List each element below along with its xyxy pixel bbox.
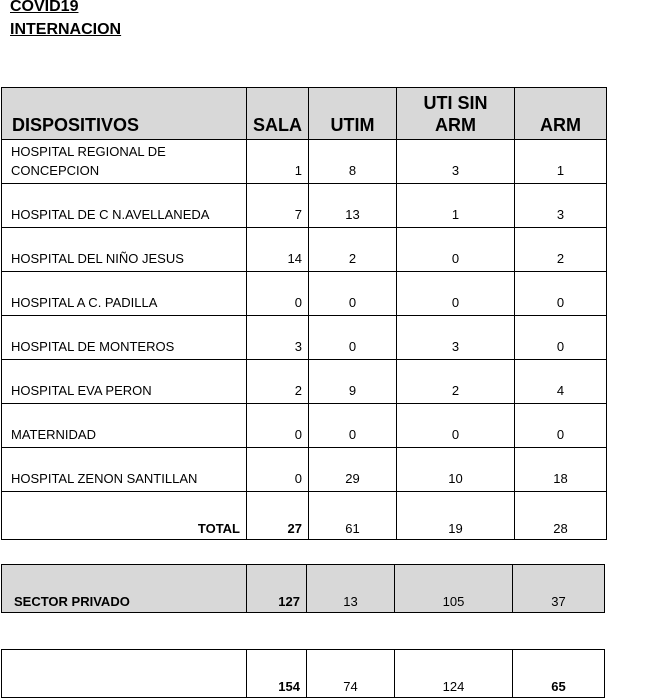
row-uti-sin-arm: 3	[397, 140, 515, 184]
grand-utim: 74	[307, 650, 395, 698]
header-uti-sin-arm-label: UTI SIN ARM	[423, 93, 488, 135]
row-sala: 0	[247, 272, 309, 316]
header-arm: ARM	[515, 88, 607, 140]
header-sala: SALA	[247, 88, 309, 140]
table-row	[2, 316, 607, 360]
grand-total-label	[2, 650, 247, 698]
row-sala: 0	[247, 448, 309, 492]
total-row	[2, 492, 607, 540]
private-sector-table	[1, 564, 605, 613]
header-row	[2, 88, 607, 140]
private-sala: 127	[247, 565, 307, 613]
row-uti-sin-arm: 2	[397, 360, 515, 404]
row-arm: 0	[515, 404, 607, 448]
row-sala: 14	[247, 228, 309, 272]
row-uti-sin-arm: 10	[397, 448, 515, 492]
table-row	[2, 448, 607, 492]
grand-sala: 154	[247, 650, 307, 698]
table-row	[2, 140, 607, 184]
table-row	[2, 184, 607, 228]
row-utim: 13	[309, 184, 397, 228]
table-row	[2, 228, 607, 272]
row-name-text: HOSPITAL REGIONAL DE CONCEPCION	[11, 144, 166, 178]
row-name: HOSPITAL DEL NIÑO JESUS	[2, 228, 247, 272]
row-name: HOSPITAL ZENON SANTILLAN	[2, 448, 247, 492]
row-sala: 3	[247, 316, 309, 360]
row-sala: 0	[247, 404, 309, 448]
row-utim: 0	[309, 272, 397, 316]
row-name: HOSPITAL DE MONTEROS	[2, 316, 247, 360]
row-arm: 1	[515, 140, 607, 184]
row-uti-sin-arm: 0	[397, 228, 515, 272]
total-uti-sin-arm: 19	[397, 492, 515, 540]
row-arm: 3	[515, 184, 607, 228]
row-name: MATERNIDAD	[2, 404, 247, 448]
private-sector-row	[2, 565, 605, 613]
title-internacion: INTERNACION	[10, 21, 122, 38]
private-uti-sin-arm: 105	[395, 565, 513, 613]
row-utim: 9	[309, 360, 397, 404]
row-utim: 0	[309, 404, 397, 448]
row-arm: 4	[515, 360, 607, 404]
title-covid19: COVID19	[10, 0, 79, 15]
row-arm: 2	[515, 228, 607, 272]
total-utim: 61	[309, 492, 397, 540]
table-row	[2, 272, 607, 316]
header-utim: UTIM	[309, 88, 397, 140]
row-name: HOSPITAL EVA PERON	[2, 360, 247, 404]
header-dispositivos: DISPOSITIVOS	[2, 88, 247, 140]
grand-arm: 65	[513, 650, 605, 698]
grand-total-table	[1, 649, 605, 698]
row-name: HOSPITAL A C. PADILLA	[2, 272, 247, 316]
row-utim: 2	[309, 228, 397, 272]
row-uti-sin-arm: 1	[397, 184, 515, 228]
hospital-table	[1, 87, 607, 540]
grand-uti-sin-arm: 124	[395, 650, 513, 698]
total-label: TOTAL	[2, 492, 247, 540]
row-sala: 2	[247, 360, 309, 404]
private-utim: 13	[307, 565, 395, 613]
row-sala: 1	[247, 140, 309, 184]
private-sector-label: SECTOR PRIVADO	[2, 565, 247, 613]
header-uti-sin-arm	[397, 88, 515, 140]
total-sala: 27	[247, 492, 309, 540]
row-arm: 18	[515, 448, 607, 492]
total-arm: 28	[515, 492, 607, 540]
row-uti-sin-arm: 0	[397, 404, 515, 448]
row-uti-sin-arm: 0	[397, 272, 515, 316]
row-utim: 29	[309, 448, 397, 492]
row-name	[2, 140, 247, 184]
row-utim: 0	[309, 316, 397, 360]
row-name: HOSPITAL DE C N.AVELLANEDA	[2, 184, 247, 228]
grand-total-row	[2, 650, 605, 698]
table-row	[2, 404, 607, 448]
row-arm: 0	[515, 316, 607, 360]
table-row	[2, 360, 607, 404]
row-arm: 0	[515, 272, 607, 316]
row-sala: 7	[247, 184, 309, 228]
row-uti-sin-arm: 3	[397, 316, 515, 360]
row-utim: 8	[309, 140, 397, 184]
private-arm: 37	[513, 565, 605, 613]
